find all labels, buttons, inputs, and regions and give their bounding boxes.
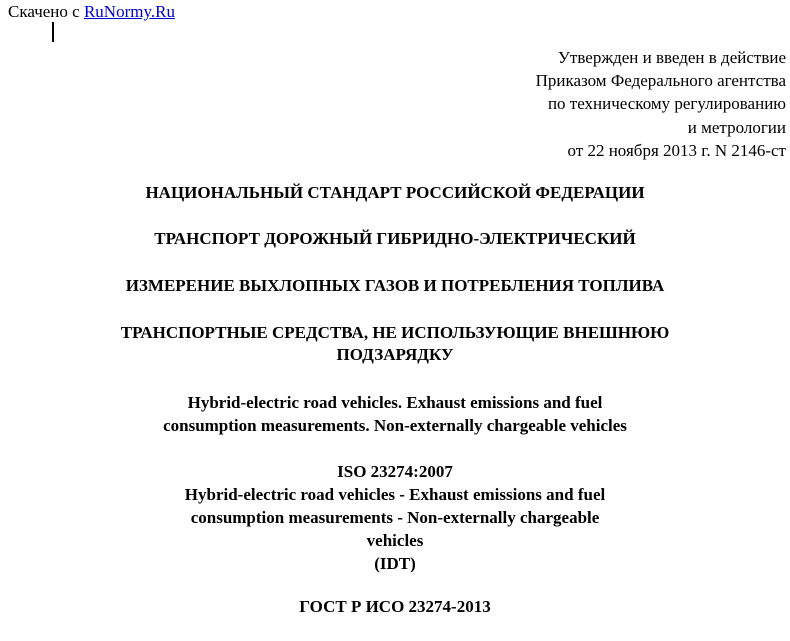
approval-line: по техническому регулированию xyxy=(547,94,786,114)
iso-idt: (IDT) xyxy=(374,554,416,573)
transport-text: ТРАНСПОРТ ДОРОЖНЫЙ ГИБРИДНО-ЭЛЕКТРИЧЕСКИЙ xyxy=(154,229,636,248)
source-line xyxy=(8,2,175,22)
approval-block xyxy=(536,46,786,162)
measurement-text: ИЗМЕРЕНИЕ ВЫХЛОПНЫХ ГАЗОВ И ПОТРЕБЛЕНИЯ ТОПЛИВА xyxy=(125,276,665,295)
vehicles-text-line2: ПОДЗАРЯДКУ xyxy=(336,344,454,364)
approval-line: Приказом Федерального агентства xyxy=(535,71,786,91)
iso-number: ISO 23274:2007 xyxy=(337,462,453,481)
iso-block xyxy=(0,460,790,575)
approval-line: от 22 ноября 2013 г. N 2146-ст xyxy=(567,140,786,160)
vehicles-title xyxy=(0,322,790,365)
national-standard-text: НАЦИОНАЛЬНЫЙ СТАНДАРТ РОССИЙСКОЙ ФЕДЕРАЦИИ xyxy=(145,183,645,202)
source-link[interactable]: RuNormy.Ru xyxy=(83,2,175,21)
iso-title-line2: consumption measurements - Non-externally chargeable xyxy=(190,508,600,527)
english-title xyxy=(0,392,790,437)
approval-line: и метрологии xyxy=(687,117,786,137)
vehicles-text-line1: ТРАНСПОРТНЫЕ СРЕДСТВА, НЕ ИСПОЛЬЗУЮЩИЕ ВНЕШНЮЮ xyxy=(120,323,670,342)
english-title-line2: consumption measurements. Non-externally chargeable vehicles xyxy=(163,415,627,435)
text-cursor xyxy=(52,22,54,42)
source-prefix: Скачено с xyxy=(8,2,80,21)
gost-designation xyxy=(0,597,790,617)
iso-title-line1: Hybrid-electric road vehicles - Exhaust emissions and fuel xyxy=(184,485,606,504)
measurement-title xyxy=(0,276,790,296)
english-title-line1: Hybrid-electric road vehicles. Exhaust emissions and fuel xyxy=(187,393,603,412)
approval-line: Утвержден и введен в действие xyxy=(557,48,786,67)
gost-text: ГОСТ Р ИСО 23274-2013 xyxy=(299,597,491,616)
transport-title xyxy=(0,229,790,249)
national-standard-title xyxy=(0,183,790,203)
iso-title-line3: vehicles xyxy=(366,531,424,550)
